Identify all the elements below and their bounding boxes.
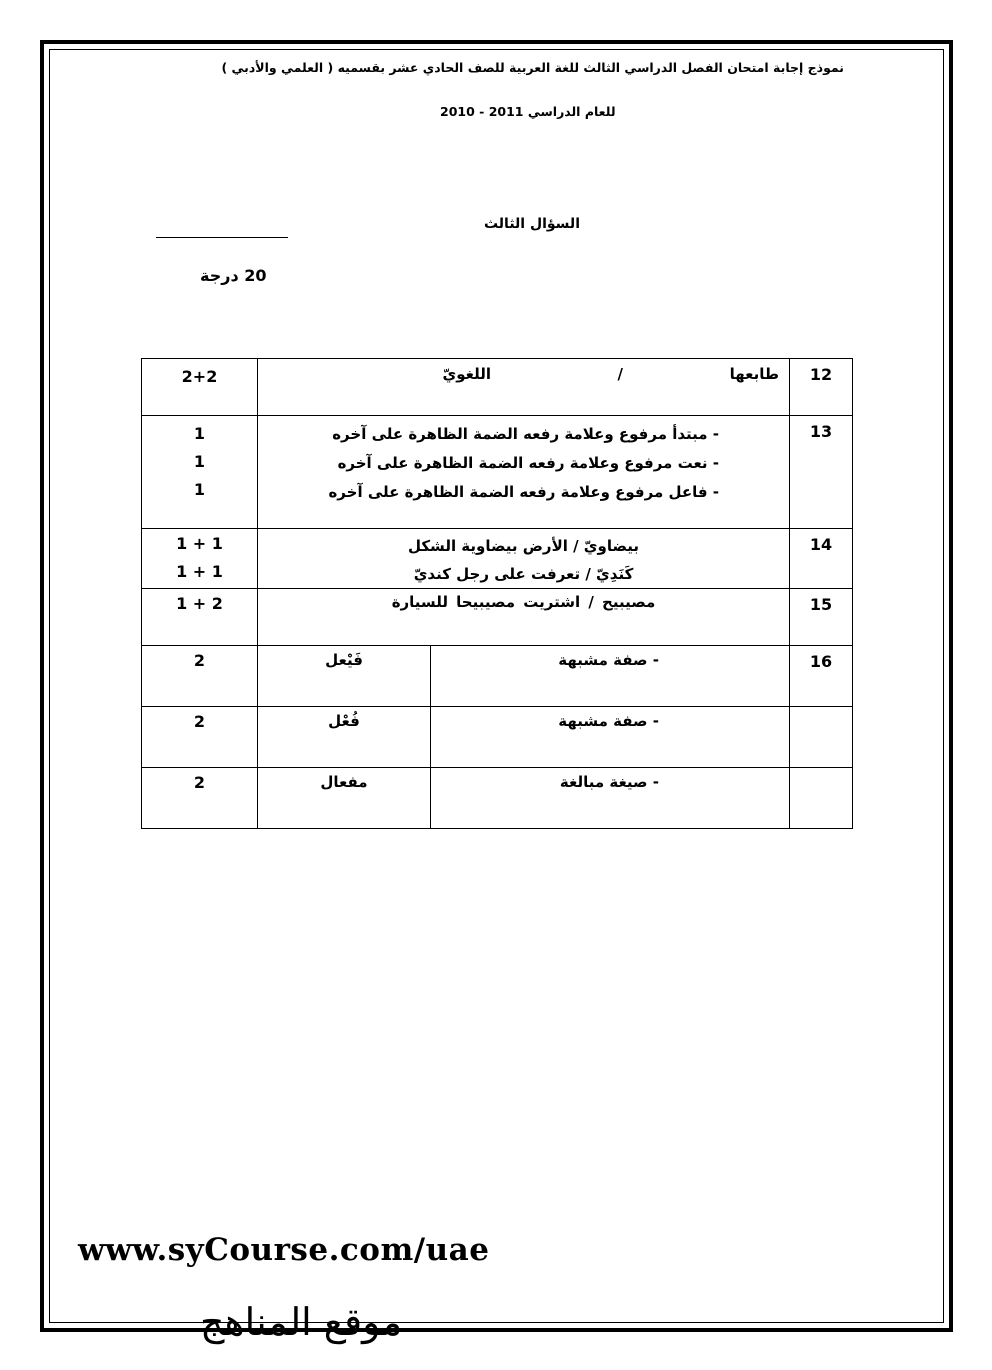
morph-form-cell xyxy=(258,768,431,829)
answer-line: - نعت مرفوع وعلامة رفعه الضمة الظاهرة على آخره xyxy=(337,454,719,472)
answer-line: بيضاويّ / الأرض بيضاوية الشكل xyxy=(407,537,640,555)
question-number xyxy=(790,707,852,713)
morph-form: فُعْل xyxy=(328,712,360,730)
question-number-cell xyxy=(790,589,853,646)
answer-line: كَنَدِيّ / تعرفت على رجل كنديّ xyxy=(413,565,634,583)
question-number-cell xyxy=(790,768,853,829)
table-row xyxy=(142,768,853,829)
question-number-cell xyxy=(790,359,853,416)
table-row xyxy=(142,529,853,589)
morph-form: فَيْعل xyxy=(325,651,363,669)
marks: 2 xyxy=(193,773,206,792)
answer-part: اللغويّ xyxy=(442,365,491,383)
answer-cell xyxy=(258,359,790,416)
answer-line: - فاعل مرفوع وعلامة رفعه الضمة الظاهرة على آخره xyxy=(328,483,719,501)
table-row xyxy=(142,646,853,707)
document-title: نموذج إجابة امتحان الفصل الدراسي الثالث للغة العربية للصف الحادي عشر بقسميه ( العلمي والأدبي ) xyxy=(221,60,844,75)
answer-line: مصيبيح / اشتريت مصيبيحا للسيارة xyxy=(391,593,656,611)
question-number: 14 xyxy=(809,535,833,554)
answer-line: - مبتدأ مرفوع وعلامة رفعه الضمة الظاهرة على آخره xyxy=(332,425,719,443)
question-grade: 20 درجة xyxy=(200,266,267,285)
table-row xyxy=(142,359,853,416)
answer-cell xyxy=(258,529,790,589)
answer-cell xyxy=(431,768,790,829)
table-row xyxy=(142,707,853,768)
question-title: السؤال الثالث xyxy=(483,216,580,232)
morph-form-cell xyxy=(258,646,431,707)
morph-form-cell xyxy=(258,707,431,768)
academic-year: للعام الدراسي 2011 - 2010 xyxy=(440,104,616,119)
question-number-cell xyxy=(790,529,853,589)
question-number-cell xyxy=(790,646,853,707)
answer-line: - صفة مشبهة xyxy=(558,712,659,730)
answer-line: - صفة مشبهة xyxy=(558,651,659,669)
marks: 1 xyxy=(193,452,206,471)
question-number: 13 xyxy=(809,422,833,441)
footer-url: www.syCourse.com/uae xyxy=(78,1232,490,1268)
marks: 1 + 1 xyxy=(176,534,223,553)
question-number-cell xyxy=(790,707,853,768)
answer-cell xyxy=(258,589,790,646)
answer-separator: / xyxy=(617,365,623,383)
question-number-cell xyxy=(790,416,853,529)
answer-cell xyxy=(431,646,790,707)
marks-cell xyxy=(142,589,258,646)
marks: 2 xyxy=(193,651,206,670)
table-row xyxy=(142,416,853,529)
table-row xyxy=(142,589,853,646)
answer-cell xyxy=(258,416,790,529)
question-number: 12 xyxy=(809,365,833,384)
answer-cell xyxy=(431,707,790,768)
marks: 2 xyxy=(193,712,206,731)
marks-cell xyxy=(142,359,258,416)
marks: 1 + 1 xyxy=(176,562,223,581)
footer-site-name: موقع المناهج xyxy=(200,1300,403,1344)
question-number xyxy=(790,768,852,774)
question-number: 16 xyxy=(809,652,833,671)
marks: 2+2 xyxy=(181,367,218,386)
answer-part: طابعها xyxy=(729,365,779,383)
marks: 1 + 2 xyxy=(176,594,223,613)
answer-line: - صيغة مبالغة xyxy=(559,773,659,791)
marks: 1 xyxy=(193,424,206,443)
marks-cell xyxy=(142,529,258,589)
morph-form: مفعال xyxy=(320,773,368,791)
question-number: 15 xyxy=(809,595,833,614)
marks-cell xyxy=(142,768,258,829)
answer-table xyxy=(141,358,853,829)
marks-cell xyxy=(142,416,258,529)
marks: 1 xyxy=(193,480,206,499)
score-blank-line xyxy=(156,237,288,238)
marks-cell xyxy=(142,707,258,768)
marks-cell xyxy=(142,646,258,707)
